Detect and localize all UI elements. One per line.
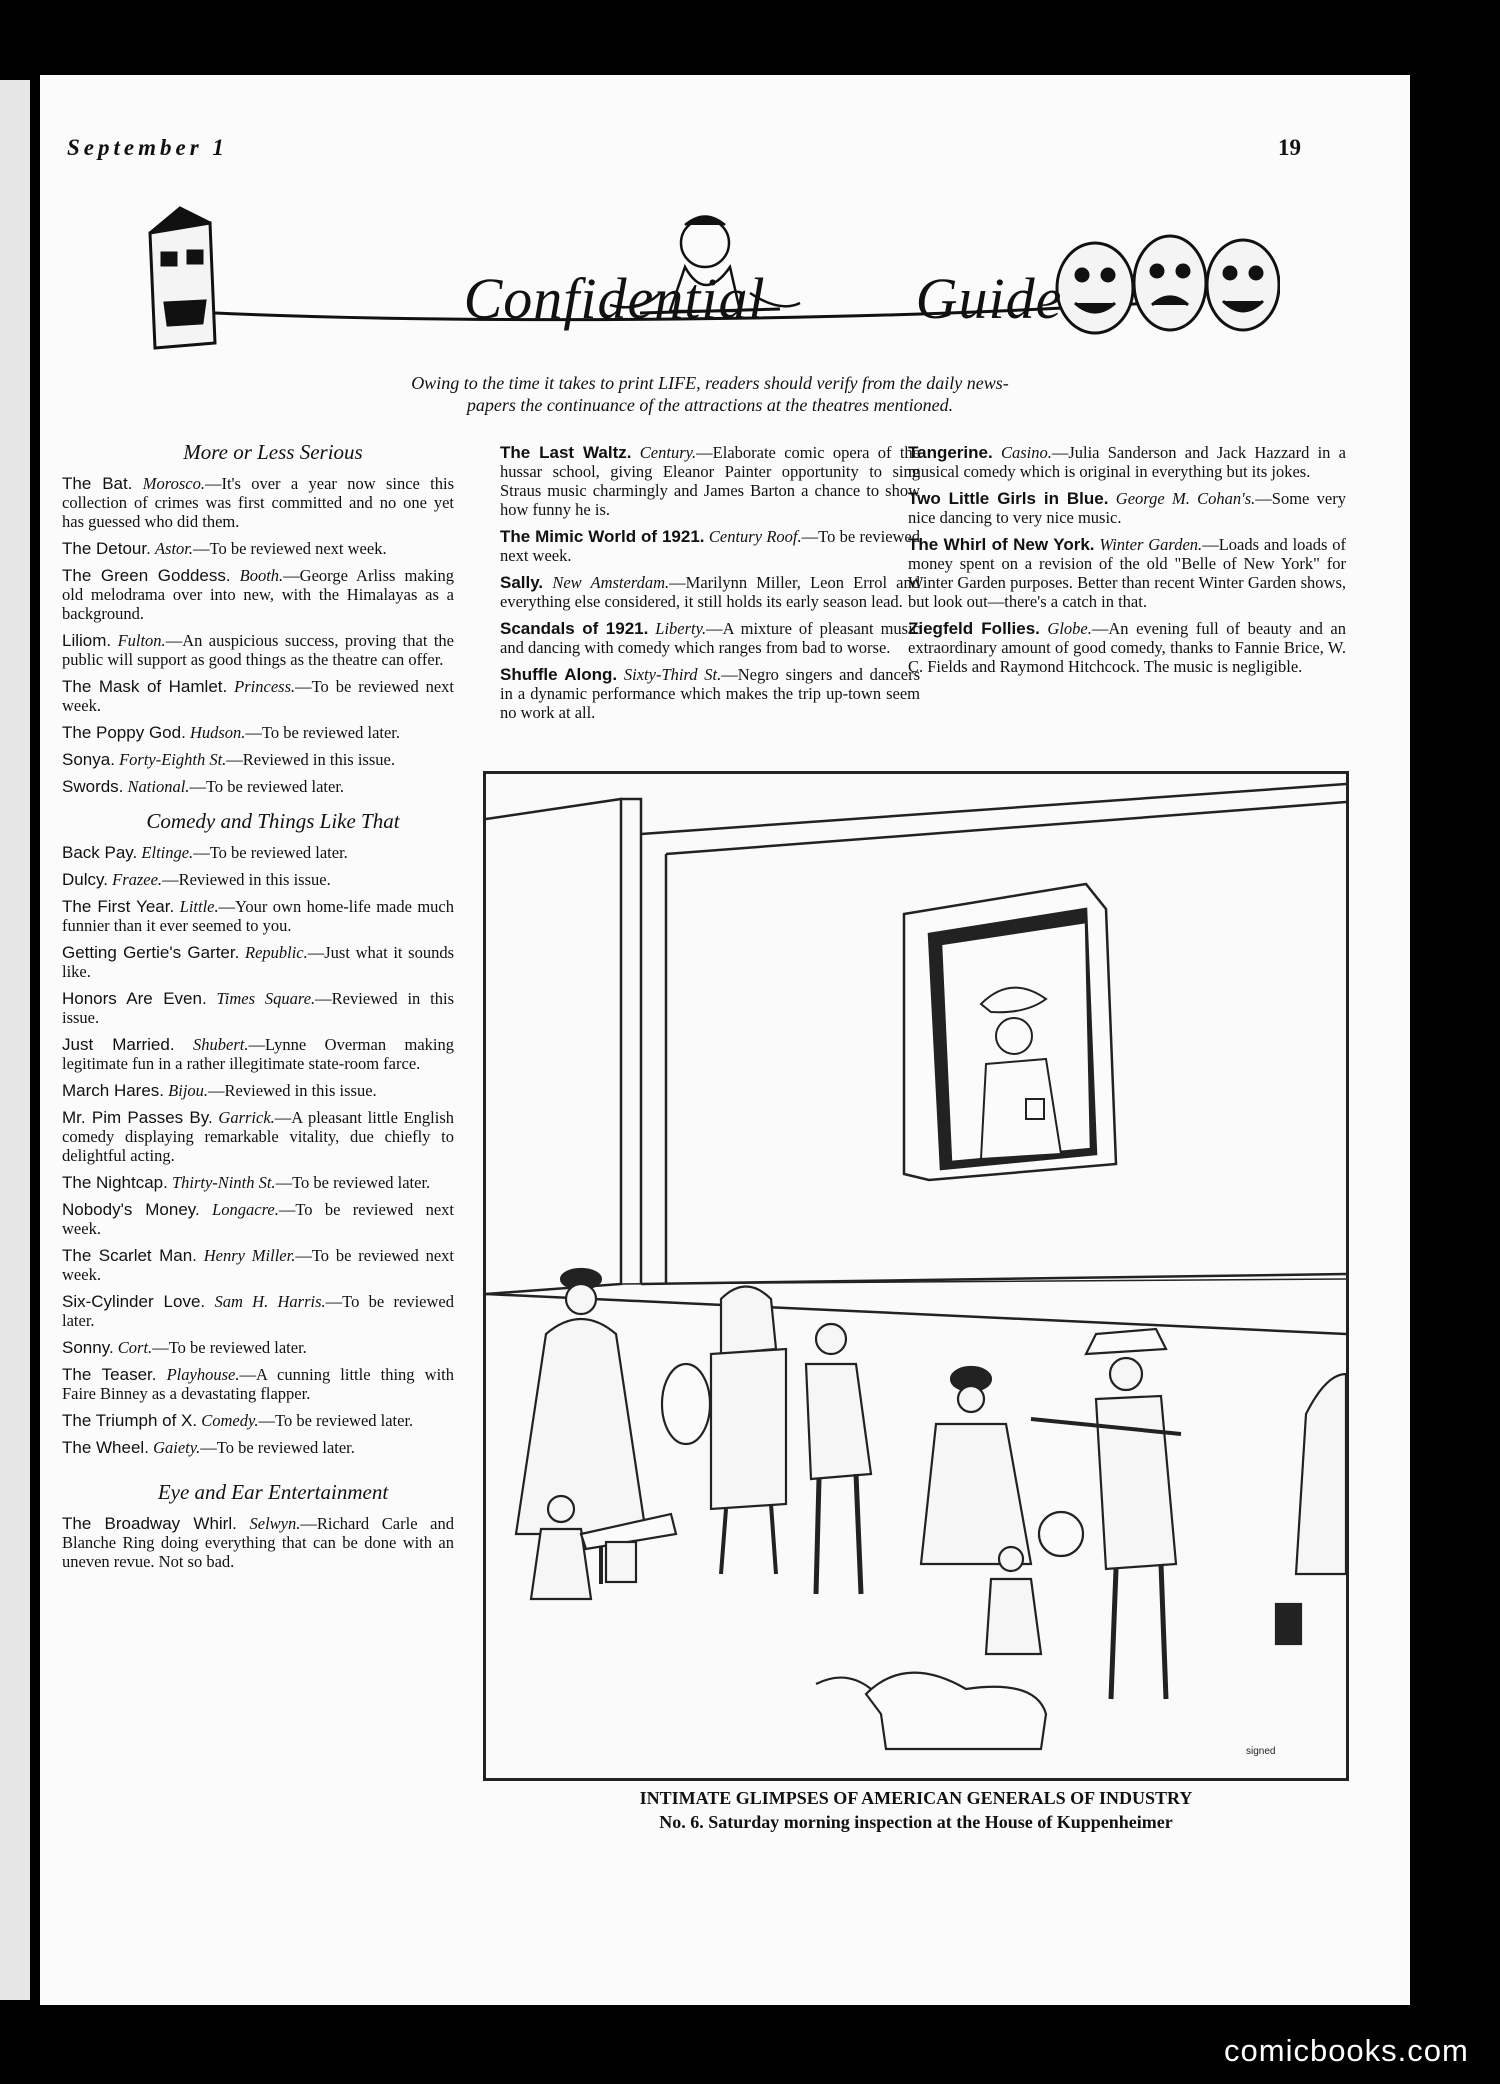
theatre-name: Comedy.: [201, 1411, 259, 1430]
theatre-name: Eltinge.: [141, 843, 194, 862]
review-text: —To be reviewed later.: [193, 843, 348, 862]
theatre-name: Liberty.: [655, 619, 707, 638]
show-title: Liliom.: [62, 631, 112, 650]
review-text: —Reviewed in this issue.: [162, 870, 331, 889]
show-title: Ziegfeld Follies.: [908, 619, 1040, 638]
show-title: The Mimic World of 1921.: [500, 527, 705, 546]
listing-entry: [62, 897, 454, 935]
listing-entry: [500, 573, 920, 611]
show-title: The Bat.: [62, 474, 133, 493]
theatre-name: George M. Cohan's.: [1115, 489, 1256, 508]
title-left: Confidential: [463, 266, 766, 331]
review-text: —To be reviewed later.: [245, 723, 401, 742]
listing-entry: [62, 474, 454, 531]
theatre-name: Thirty-Ninth St.: [171, 1173, 276, 1192]
listing-entry: [62, 777, 454, 796]
theatre-name: Century Roof.: [708, 527, 802, 546]
review-text: —To be reviewed next week.: [193, 539, 387, 558]
review-text: —To be reviewed next week.: [500, 527, 921, 565]
listing-entry: [500, 665, 920, 722]
show-title: Swords.: [62, 777, 124, 796]
theatre-name: Booth.: [239, 566, 284, 585]
show-title: Two Little Girls in Blue.: [908, 489, 1109, 508]
theatre-name: Casino.: [1000, 443, 1052, 462]
review-text: —Reviewed in this issue.: [226, 750, 395, 769]
theatre-name: Playhouse.: [166, 1365, 240, 1384]
show-title: Just Married.: [62, 1035, 175, 1054]
listing-entry: [62, 1292, 454, 1330]
show-title: Sonya.: [62, 750, 115, 769]
listing-entry: [62, 943, 454, 981]
theatre-name: New Amsterdam.: [552, 573, 670, 592]
show-title: Back Pay.: [62, 843, 138, 862]
listing-entry: [62, 750, 454, 769]
review-text: —Just what it sounds like.: [62, 943, 454, 981]
theatre-name: Republic.: [244, 943, 308, 962]
show-title: The Poppy God.: [62, 723, 186, 742]
show-title: The Scarlet Man.: [62, 1246, 197, 1265]
review-text: —George Arliss making old melodrama over into new, with the Himalayas as a background.: [62, 566, 455, 623]
show-title: Shuffle Along.: [500, 665, 618, 684]
show-title: The Wheel.: [62, 1438, 149, 1457]
listing-entry: [62, 1108, 454, 1165]
theatre-name: Garrick.: [218, 1108, 275, 1127]
review-text: —To be reviewed next week.: [62, 1246, 455, 1284]
subtitle-line-2: papers the continuance of the attractions at the theatres mentioned.: [466, 395, 954, 415]
theatre-name: Fulton.: [117, 631, 166, 650]
section-heading-eye-ear: Eye and Ear Entertainment: [157, 1480, 389, 1504]
theatre-name: Little.: [179, 897, 219, 916]
theatre-name: Sam H. Harris.: [214, 1292, 326, 1311]
show-title: Mr. Pim Passes By.: [62, 1108, 213, 1127]
masthead-title: [258, 265, 1268, 332]
subtitle-line-1: Owing to the time it takes to print LIFE, readers should verify from the daily news-: [411, 373, 1009, 393]
review-text: —Some very nice dancing to very nice music.: [908, 489, 1346, 527]
listing-entry: [62, 539, 454, 558]
review-text: —Richard Carle and Blanche Ring doing everything that can be done with an uneven revue. Not so bad.: [62, 1514, 454, 1571]
show-title: Six-Cylinder Love.: [62, 1292, 206, 1311]
theatre-name: Hudson.: [189, 723, 246, 742]
page-number: 19: [1278, 135, 1301, 160]
review-text: —To be reviewed later.: [189, 777, 345, 796]
listing-entry: [62, 870, 454, 889]
listing-entry: [500, 443, 920, 519]
caption-line-1: INTIMATE GLIMPSES OF AMERICAN GENERALS OF INDUSTRY: [639, 1788, 1193, 1808]
illustration-caption: [483, 1786, 1349, 1834]
show-title: Sonny.: [62, 1338, 114, 1357]
show-title: The First Year.: [62, 897, 175, 916]
theatre-name: Globe.: [1047, 619, 1092, 638]
show-title: The Teaser.: [62, 1365, 157, 1384]
review-text: —To be reviewed later.: [62, 1292, 454, 1330]
theatre-name: Times Square.: [216, 989, 316, 1008]
review-text: —To be reviewed next week.: [62, 677, 455, 715]
listing-entry: [62, 1438, 454, 1457]
magazine-page: [40, 75, 1410, 2005]
column-middle: [500, 443, 920, 730]
show-title: Tangerine.: [908, 443, 993, 462]
listing-entry: [908, 489, 1346, 527]
show-title: The Triumph of X.: [62, 1411, 198, 1430]
show-title: Honors Are Even.: [62, 989, 207, 1008]
theatre-name: Winter Garden.: [1099, 535, 1203, 554]
adjacent-page-edge: [0, 80, 30, 2000]
review-text: —Lynne Overman making legitimate fun in a rather illegitimate state-room farce.: [62, 1035, 455, 1073]
review-text: —A pleasant little English comedy displaying remarkable vitality, due chiefly to delightful acting.: [62, 1108, 455, 1165]
theatre-name: Morosco.: [142, 474, 205, 493]
review-text: —To be reviewed next week.: [62, 1200, 455, 1238]
theatre-name: Henry Miller.: [203, 1246, 296, 1265]
section-heading-comedy: Comedy and Things Like That: [146, 809, 400, 833]
review-text: —To be reviewed later.: [275, 1173, 431, 1192]
show-title: The Green Goddess.: [62, 566, 231, 585]
listing-entry: [62, 723, 454, 742]
cartoon-drawing: [486, 774, 1346, 1778]
masthead-subtitle: [270, 372, 1150, 416]
listing-entry: [500, 619, 920, 657]
review-text: —To be reviewed later.: [200, 1438, 355, 1457]
theatre-name: Cort.: [117, 1338, 153, 1357]
theatre-name: Bijou.: [168, 1081, 209, 1100]
review-text: —Your own home-life made much funnier than it ever seemed to you.: [62, 897, 454, 935]
musical-list-a: [500, 443, 920, 722]
listing-entry: [62, 1200, 454, 1238]
theatre-name: Selwyn.: [249, 1514, 301, 1533]
serious-list: [62, 474, 454, 796]
show-title: The Mask of Hamlet.: [62, 677, 228, 696]
show-title: The Whirl of New York.: [908, 535, 1095, 554]
tiki-mask-icon: [150, 208, 215, 348]
theatre-name: National.: [127, 777, 190, 796]
listing-entry: [908, 619, 1346, 676]
listing-entry: [62, 989, 454, 1027]
theatre-name: Longacre.: [212, 1200, 279, 1219]
listing-entry: [500, 527, 920, 565]
issue-date: September 1: [67, 135, 228, 160]
show-title: Sally.: [500, 573, 544, 592]
review-text: —Elaborate comic opera of the hussar school, giving Eleanor Painter opportunity to sing Straus music charmingly and James Barton a chance to show how funny he is.: [500, 443, 920, 519]
theatre-name: Astor.: [154, 539, 194, 558]
section-heading-serious: More or Less Serious: [183, 440, 363, 464]
listing-entry: [62, 1035, 454, 1073]
review-text: —An auspicious success, proving that the public will support as good things as the theatre can offer.: [62, 631, 454, 669]
theatre-name: Gaiety.: [153, 1438, 201, 1457]
listing-entry: [908, 535, 1346, 611]
listing-entry: [62, 677, 454, 715]
show-title: Getting Gertie's Garter.: [62, 943, 240, 962]
theatre-name: Forty-Eighth St.: [119, 750, 227, 769]
caption-line-2: No. 6. Saturday morning inspection at the House of Kuppenheimer: [659, 1812, 1173, 1832]
column-right: [908, 443, 1346, 684]
theatre-name: Shubert.: [193, 1035, 249, 1054]
review-text: —To be reviewed later.: [258, 1411, 414, 1430]
show-title: March Hares.: [62, 1081, 165, 1100]
show-title: Scandals of 1921.: [500, 619, 649, 638]
listing-entry: [62, 1411, 454, 1430]
musical-list-b: [908, 443, 1346, 676]
comedy-list: [62, 843, 454, 1457]
cartoon-illustration: [483, 771, 1349, 1781]
review-text: —To be reviewed later.: [152, 1338, 307, 1357]
listing-entry: [62, 1365, 454, 1403]
people-group: [516, 1269, 1346, 1749]
listing-entry: [62, 843, 454, 862]
review-text: —Reviewed in this issue.: [62, 989, 454, 1027]
artist-signature: signed: [1246, 1746, 1276, 1757]
show-title: The Last Waltz.: [500, 443, 632, 462]
title-right: Guide: [915, 266, 1063, 331]
site-watermark: comicbooks.com: [1224, 2033, 1469, 2068]
show-title: The Broadway Whirl.: [62, 1514, 237, 1533]
listing-entry: [908, 443, 1346, 481]
eye-ear-list: [62, 1514, 454, 1571]
theatre-name: Princess.: [234, 677, 296, 696]
listing-entry: [62, 1173, 454, 1192]
listing-entry: [62, 631, 454, 669]
listing-entry: [62, 1081, 454, 1100]
listing-entry: [62, 1246, 454, 1284]
show-title: The Detour.: [62, 539, 151, 558]
listing-entry: [62, 1514, 454, 1571]
show-title: Dulcy.: [62, 870, 108, 889]
review-text: —A mixture of pleasant music and dancing with comedy which ranges from bad to worse.: [500, 619, 921, 657]
review-text: —Reviewed in this issue.: [208, 1081, 377, 1100]
theatre-name: Sixty-Third St.: [623, 665, 722, 684]
show-title: Nobody's Money.: [62, 1200, 200, 1219]
theatre-name: Century.: [639, 443, 697, 462]
review-text: —An evening full of beauty and an extraordinary amount of good comedy, thanks to Fannie Brice, W. C. Fields and Raymond Hitchcock. The music is negligible.: [908, 619, 1347, 676]
review-text: —Marilynn Miller, Leon Errol and everything else considered, it still holds its early season lead.: [500, 573, 920, 611]
show-title: The Nightcap.: [62, 1173, 168, 1192]
listing-entry: [62, 1338, 454, 1357]
review-text: —Negro singers and dancers in a dynamic performance which makes the trip up-town seem no work at all.: [500, 665, 921, 722]
theatre-name: Frazee.: [112, 870, 163, 889]
review-text: —A cunning little thing with Faire Binney as a devastating flapper.: [62, 1365, 454, 1403]
column-left: [62, 440, 455, 1579]
review-text: —Loads and loads of money spent on a revision of the old "Belle of New York" for Winter Garden purposes. Better than recent Winter Garden shows, but look out—there's a catch in that.: [908, 535, 1347, 611]
masthead: [140, 193, 1280, 363]
review-text: —It's over a year now since this collection of crimes was first committed and no one yet has guessed who did them.: [62, 474, 454, 531]
listing-entry: [62, 566, 454, 623]
review-text: —Julia Sanderson and Jack Hazzard in a musical comedy which is original in everything but its jokes.: [908, 443, 1346, 481]
